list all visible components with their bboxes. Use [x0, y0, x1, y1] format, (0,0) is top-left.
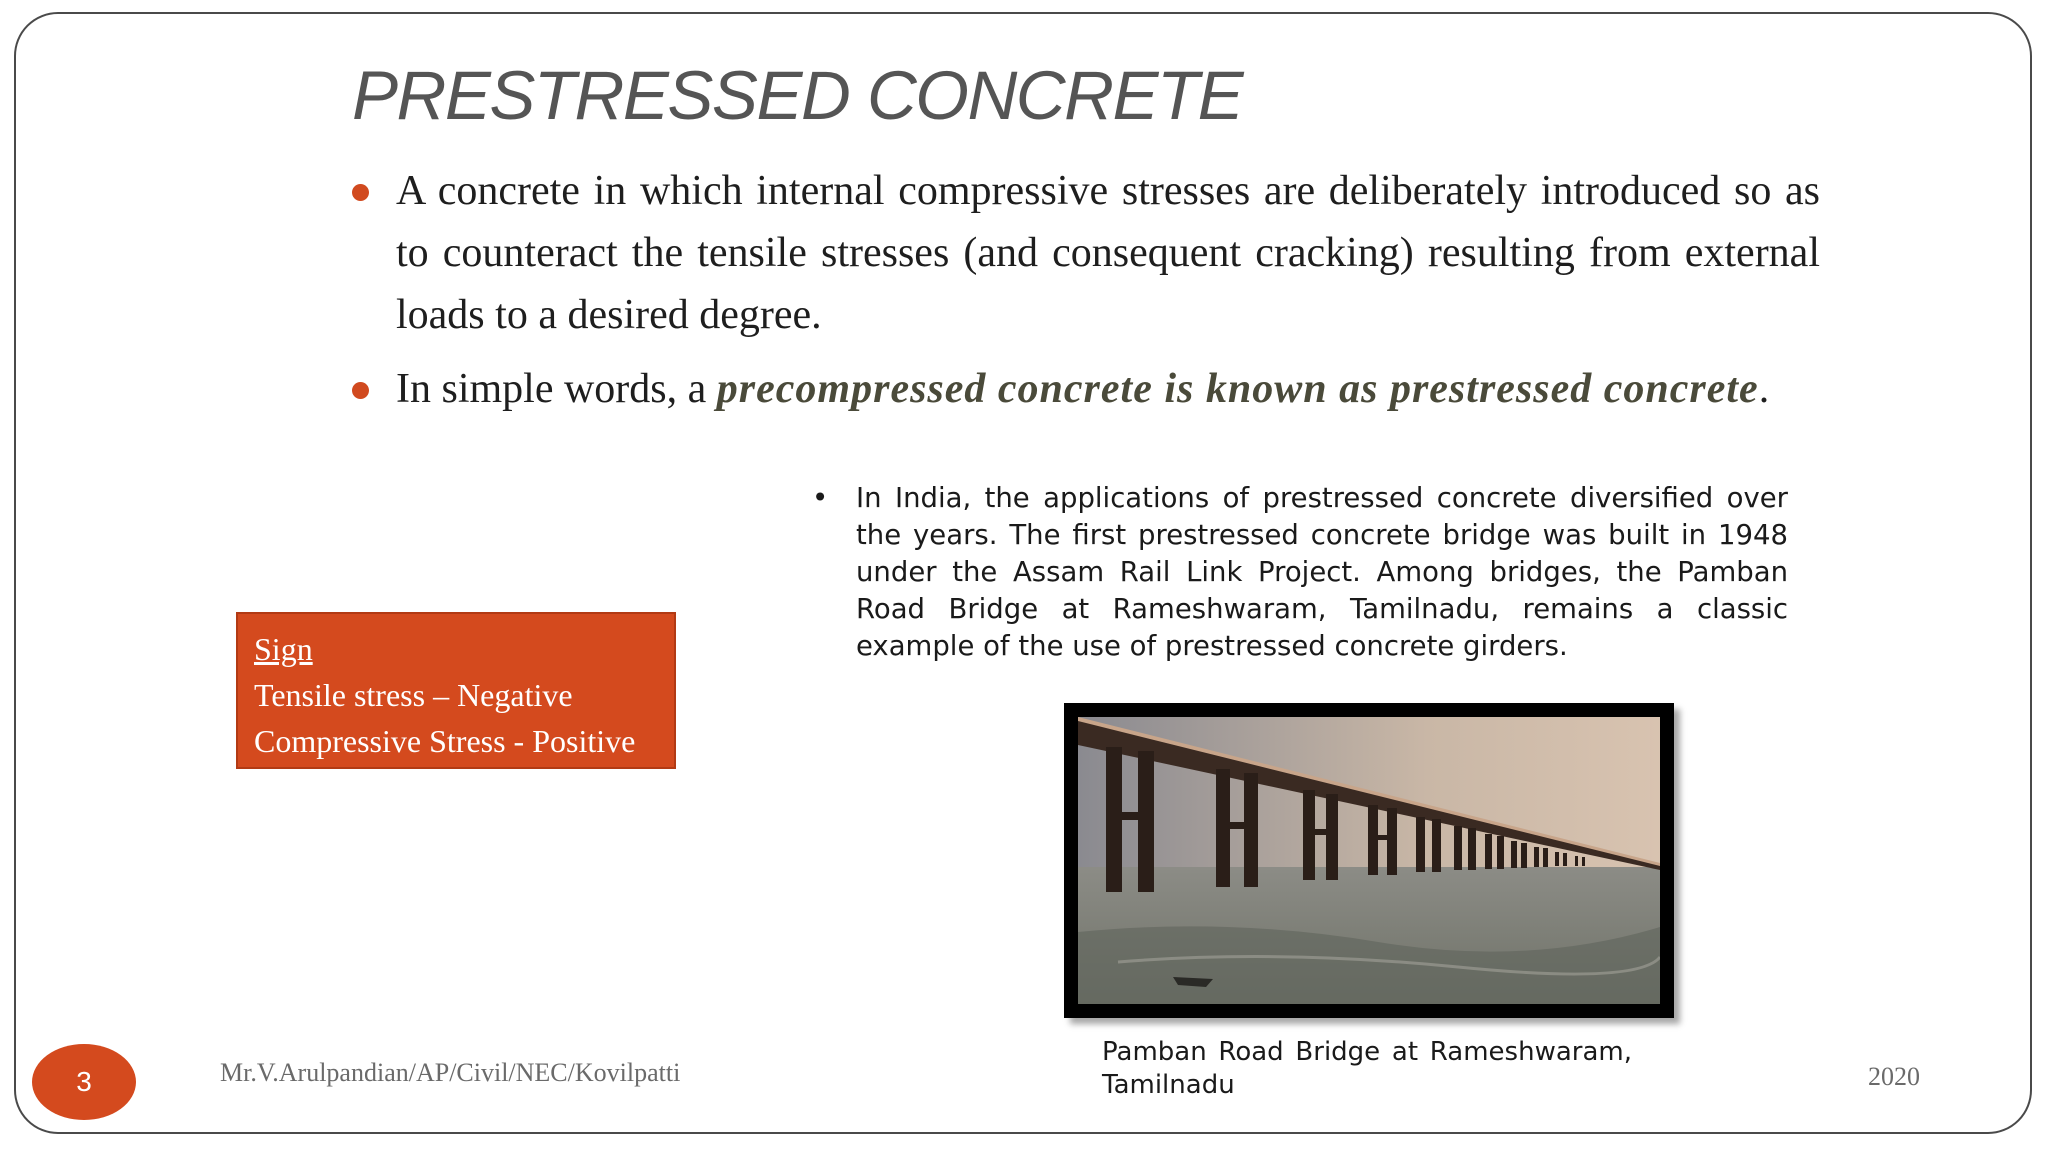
bullet-dot-icon [352, 382, 369, 399]
bridge-photo [1064, 703, 1674, 1018]
sign-compressive-line: Compressive Stress - Positive [254, 723, 636, 759]
bullet-dot-icon [352, 184, 369, 201]
photo-caption: Pamban Road Bridge at Rameshwaram, Tamilnadu [1102, 1037, 1632, 1100]
bullet-definition [352, 160, 1820, 346]
bullet-definition-text: A concrete in which internal compressive stresses are deliberately introduced so as to counteract the tensile stresses (and consequent cracking) resulting from external loads to a desired degree. [396, 168, 1820, 338]
bullet-simple-suffix: . [1758, 366, 1770, 412]
india-note-text: In India, the applications of prestressed concrete diversified over the years. The first prestressed concrete bridge was built in 1948 under the Assam Rail Link Project. Among bridges, the Pamban Road Bridge at Rameshwaram, Tamilnadu, remains a classic example of the use of prestressed concrete girders. [856, 482, 1788, 662]
slide-title: PRESTRESSED CONCRETE [352, 57, 1243, 134]
india-note [812, 480, 1788, 665]
bullet-list [352, 160, 1820, 420]
bullet-simple-words [352, 358, 1820, 420]
sign-tensile-line: Tensile stress – Negative [254, 677, 573, 713]
bullet-simple-prefix: In simple words, a [396, 366, 717, 412]
india-bullet-icon: • [812, 482, 829, 514]
footer-year: 2020 [1868, 1062, 1920, 1091]
sign-convention-box [236, 612, 676, 769]
sign-heading: Sign [254, 631, 313, 667]
footer-author: Mr.V.Arulpandian/AP/Civil/NEC/Kovilpatti [220, 1058, 681, 1087]
slide-number-badge: 3 [32, 1044, 136, 1120]
bullet-simple-emphasis: precompressed concrete is known as prestressed concrete [716, 366, 1759, 412]
